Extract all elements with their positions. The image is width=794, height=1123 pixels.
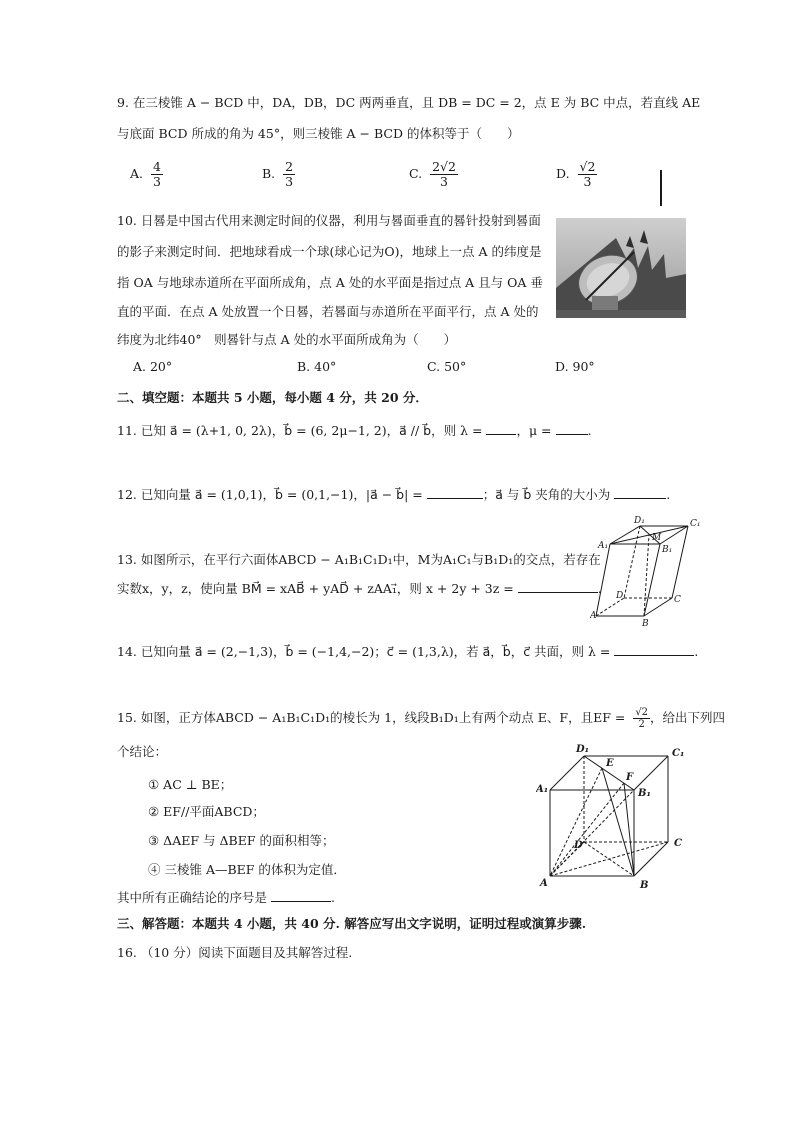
q12: 12. 已知向量 a⃗ = (1,0,1)，b⃗ = (0,1,−1)，|a⃗ − b⃗| = ；a⃗ 与 b⃗ 夹角的大小为 . <box>117 487 671 502</box>
fig13-label-d: D <box>616 591 624 601</box>
q15-item-3: ③ ΔAEF 与 ΔBEF 的面积相等； <box>148 833 335 848</box>
q15-blank[interactable] <box>271 889 331 902</box>
q10-line3: 指 OA 与地球赤道所在平面所成角，点 A 处的水平面是指过点 A 且与 OA 垂 <box>117 275 543 290</box>
fig13-label-d1: D₁ <box>634 516 645 526</box>
fig13-label-b: B <box>642 619 649 629</box>
q11: 11. 已知 a⃗ = (λ+1, 0, 2λ)，b⃗ = (6, 2μ−1, 2)，a⃗ // b⃗，则 λ = ，μ = . <box>117 423 592 438</box>
q9-option-d[interactable]: D. $\frac{√2}{3}$ <box>556 159 596 189</box>
fig15-label-b: B <box>640 880 649 891</box>
q9-option-c[interactable]: C. $\frac{2√2}{3}$ <box>409 159 456 189</box>
q14-blank[interactable] <box>614 643 694 656</box>
q9-line1: 9. 在三棱锥 A − BCD 中，DA，DB，DC 两两垂直，且 DB = DC = 2，点 E 为 BC 中点，若直线 AE <box>117 95 701 110</box>
section-3-heading: 三、解答题：本题共 4 小题，共 40 分. 解答应写出文字说明，证明过程或演算步骤. <box>117 916 587 931</box>
q10-line2: 的影子来测定时间．把地球看成一个球(球心记为O)，地球上一点 A 的纬度是 <box>117 244 542 259</box>
fig13-label-c1: C₁ <box>690 519 701 529</box>
q12-blank-angle[interactable] <box>614 486 666 499</box>
fig13-label-a: A <box>590 611 597 621</box>
fig13-label-a1: A₁ <box>598 541 609 551</box>
parallelepiped-figure <box>590 514 710 632</box>
q11-blank-mu[interactable] <box>556 422 588 435</box>
q12-blank-magnitude[interactable] <box>427 486 483 499</box>
q15-item-4: ④ 三棱锥 A—BEF 的体积为定值． <box>148 862 346 877</box>
q13-line2: 实数x，y，z，使向量 BM⃗ = xAB⃗ + yAD⃗ + zAA₁⃗，则 x + 2y + 3z = . <box>117 581 602 596</box>
q15-line1: 15. 如图，正方体ABCD − A₁B₁C₁D₁的棱长为 1，线段B₁D₁上有两个动点 E、F，且EF = $\frac{√2}{2}$ ，给出下列四 <box>117 707 726 730</box>
q10-option-d[interactable]: D. 90° <box>555 359 595 374</box>
fig15-label-e: E <box>606 758 614 769</box>
q15-item-2: ② EF//平面ABCD； <box>148 804 265 819</box>
fig15-label-c1: C₁ <box>672 748 685 759</box>
q11-blank-lambda[interactable] <box>486 422 516 435</box>
q9-option-b[interactable]: B. $\frac{2}{3}$ <box>262 159 294 189</box>
fig15-label-d: D <box>574 840 583 851</box>
q10-line5: 纬度为北纬40° 则晷针与点 A 处的水平面所成角为（ ） <box>117 332 457 347</box>
q10-option-b[interactable]: B. 40° <box>297 359 337 374</box>
q16-intro: 16. （10 分）阅读下面题目及其解答过程. <box>117 945 353 960</box>
q13-blank[interactable] <box>518 580 598 593</box>
q10-line1: 10. 日晷是中国古代用来测定时间的仪器，利用与晷面垂直的晷针投射到晷面 <box>117 213 541 228</box>
fig15-label-d1: D₁ <box>576 744 590 755</box>
fig15-label-a1: A₁ <box>536 784 549 795</box>
q10-line4: 直的平面．在点 A 处放置一个日晷，若晷面与赤道所在平面平行，点 A 处的 <box>117 304 539 319</box>
fig13-label-c: C <box>674 595 681 605</box>
q9-line2: 与底面 BCD 所成的角为 45°，则三棱锥 A − BCD 的体积等于（ ） <box>117 126 520 141</box>
q15-item-1: ① AC ⊥ BE； <box>148 777 233 792</box>
sundial-photo <box>556 218 686 318</box>
fig13-label-b1: B₁ <box>662 545 673 555</box>
q14: 14. 已知向量 a⃗ = (2,−1,3)，b⃗ = (−1,4,−2)；c⃗ = (1,3,λ)，若 a⃗，b⃗，c⃗ 共面，则 λ = . <box>117 644 699 659</box>
fig15-label-f: F <box>626 772 634 783</box>
section-2-heading: 二、填空题：本题共 5 小题，每小题 4 分，共 20 分． <box>117 390 428 405</box>
q10-option-a[interactable]: A. 20° <box>133 359 173 374</box>
fig15-label-a: A <box>540 878 548 889</box>
fig15-label-b1: B₁ <box>638 788 651 799</box>
q15-line2: 个结论： <box>117 744 168 759</box>
margin-mark <box>660 170 662 206</box>
q13-line1: 13. 如图所示，在平行六面体ABCD − A₁B₁C₁D₁中，M为A₁C₁与B₁D₁的交点，若存在 <box>117 552 601 567</box>
cube-figure <box>536 742 696 898</box>
q15-answer: 其中所有正确结论的序号是 . <box>117 890 335 905</box>
fig13-label-m: M <box>652 533 662 543</box>
q10-option-c[interactable]: C. 50° <box>427 359 467 374</box>
fig15-label-c: C <box>674 838 682 849</box>
q9-option-a[interactable]: A. $\frac{4}{3}$ <box>130 159 161 189</box>
